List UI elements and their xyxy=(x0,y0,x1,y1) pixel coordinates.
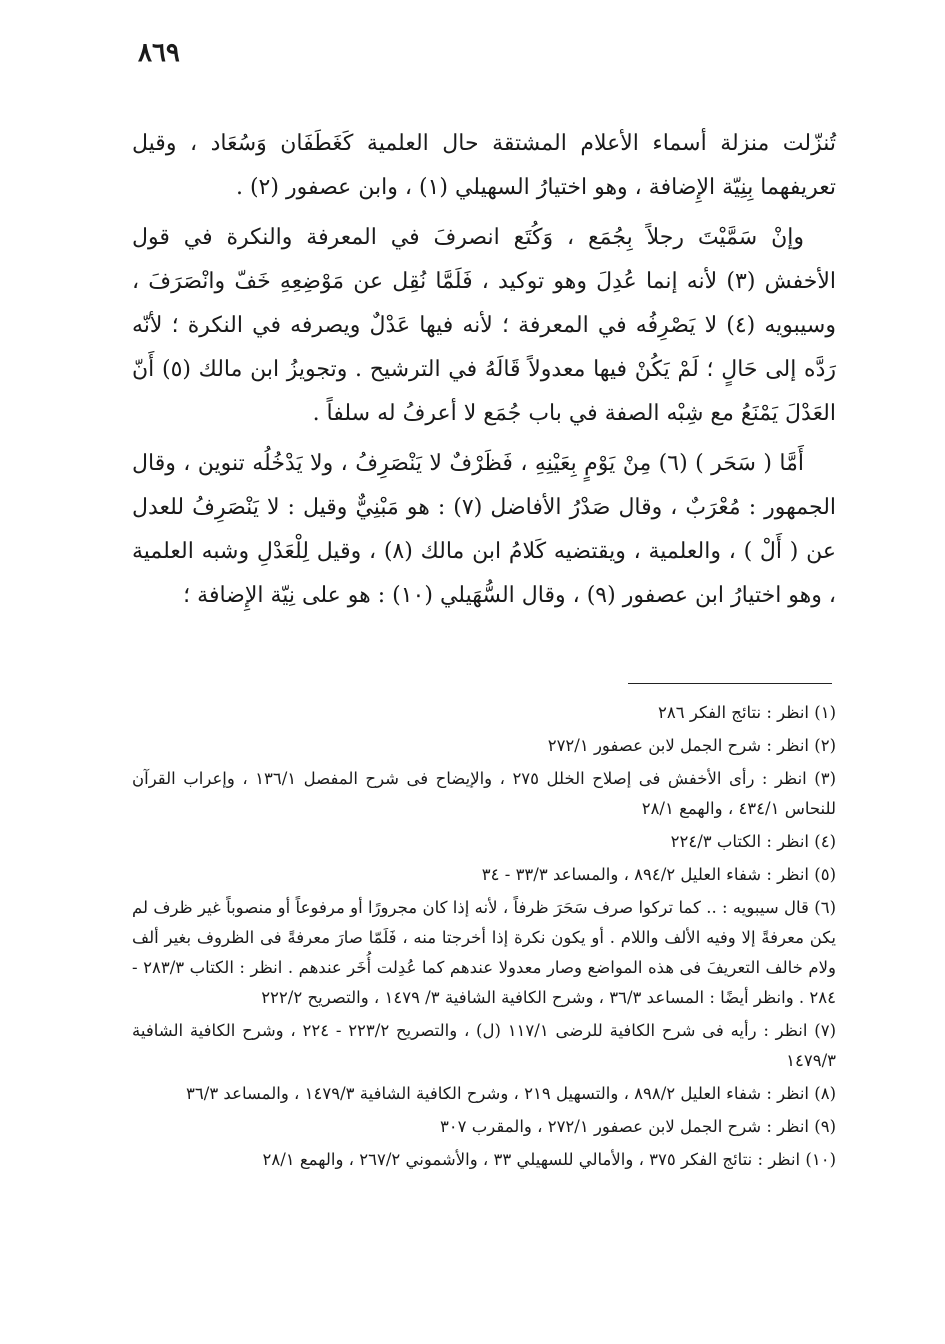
paragraph: وإنْ سَمَّيْتَ رجلاً بِجُمَع ، وَكُتَع انصرفَ في المعرفة والنكرة في قول الأخفش (٣) لأنه إنما عُدِلَ وهو توكيد ، فَلَمَّا نُقِل عن مَوْضِعِهِ خَفّ وانْصَرَفَ ، وسيبويه (٤) لا يَصْرِفُه في المعرفة ؛ لأنه فيها عَدْلٌ ويصرفه في النكرة ؛ لأنّه رَدَّه إلى حَالٍ ؛ لَمْ يَكُنْ فيها معدولاً قَالَهُ في الترشيح . وتجويزُ ابن مالك (٥) أَنّ العَدْلَ يَمْنَعُ مع شِبْه الصفة في باب جُمَع لا أعرفُ له سلفاً . xyxy=(132,225,836,426)
main-text xyxy=(132,122,836,618)
footnote: (١) انظر : نتائج الفكر ٢٨٦ xyxy=(658,703,836,722)
footnote: (٨) انظر : شفاء العليل ٨٩٨/٢ ، والتسهيل ٢١٩ ، وشرح الكافية الشافية ١٤٧٩/٣ ، والمساعد ٣٦/٣ xyxy=(186,1084,836,1103)
footnote: (٧) انظر : رأيه فى شرح الكافية للرضى ١١٧/١ (ل) ، والتصريح ٢٢٣/٢ - ٢٢٤ ، وشرح الكافية الشافية ١٤٧٩/٣ xyxy=(132,1021,836,1070)
footnote: (٩) انظر : شرح الجمل لابن عصفور ٢٧٢/١ ، والمقرب ٣٠٧ xyxy=(439,1117,836,1136)
footnote-separator xyxy=(628,683,832,684)
footnote: (٦) قال سيبويه : .. كما تركوا صرف سَحَرَ ظرفاً ، لأنه إذا كان مجرورًا أو مرفوعاً أو منصوباً غير ظرف لم يكن معرفةً إلا وفيه الألف واللام . أو يكون نكرة إذا أخرجتا منه ، فَلَمّا صارَ معرفةً فى الظروف بغير ألف ولام خالف التعريفَ فى هذه المواضع وصار معدولا عندهم كما عُدِلت أُخَر عندهم . انظر : الكتاب ٢٨٣/٣ - ٢٨٤ . وانظر أيضًا : المساعد ٣٦/٣ ، وشرح الكافية الشافية ٣/ ١٤٧٩ ، والتصريح ٢٢٢/٢ xyxy=(132,898,836,1007)
page-number: ٨٦٩ xyxy=(138,38,180,68)
footnote: (٣) انظر : رأى الأخفش فى إصلاح الخلل ٢٧٥ ، والإيضاح فى شرح المفصل ١٣٦/١ ، وإعراب القرآن للنحاس ٤٣٤/١ ، والهمع ٢٨/١ xyxy=(132,769,836,818)
footnotes xyxy=(132,698,836,1178)
footnote: (٥) انظر : شفاء العليل ٨٩٤/٢ ، والمساعد ٣٣/٣ - ٣٤ xyxy=(481,865,836,884)
paragraph: تُنزّلت منزلة أسماء الأعلام المشتقة حال العلمية كَغَطَفَان وَسُعَاد ، وقيل تعريفهما بِنِيّة الإِضافة ، وهو اختيارُ السهيلي (١) ، وابن عصفور (٢) . xyxy=(132,131,836,200)
paragraph: أَمَّا ( سَحَر ) (٦) مِنْ يَوْمٍ بِعَيْنِهِ ، فَظَرْفٌ لا يَنْصَرِفُ ، ولا يَدْخُلُه تنوين ، وقال الجمهور : مُعْرَبٌ ، وقال صَدْرُ الأفاضل (٧) : هو مَبْنِيٌّ وقيل : لا يَنْصَرِفُ للعدل عن ( أَلْ ) ، والعلمية ، ويقتضيه كَلامُ ابن مالك (٨) ، وقيل لِلْعَدْلِ وشبه العلمية ، وهو اختيارُ ابن عصفور (٩) ، وقال السُّهَيلي (١٠) : هو على نِيّة الإِضافة ؛ xyxy=(132,451,837,608)
footnote: (١٠) انظر : نتائج الفكر ٣٧٥ ، والأمالي للسهيلي ٣٣ ، والأشموني ٢٦٧/٢ ، والهمع ٢٨/١ xyxy=(262,1150,836,1169)
footnote: (٢) انظر : شرح الجمل لابن عصفور ٢٧٢/١ xyxy=(547,736,836,755)
footnote: (٤) انظر : الكتاب ٢٢٤/٣ xyxy=(670,832,836,851)
